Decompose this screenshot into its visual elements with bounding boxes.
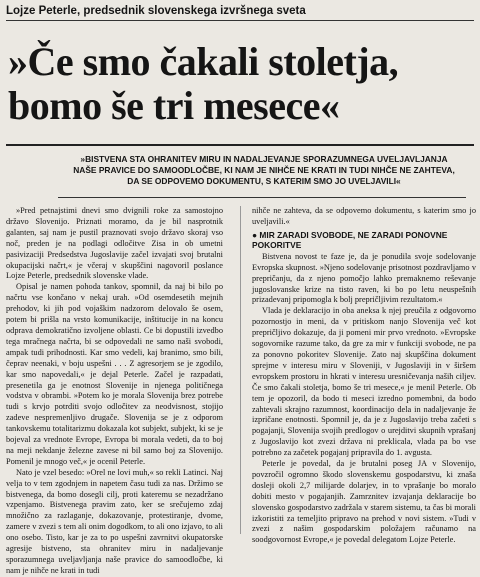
column-divider (240, 206, 241, 534)
headline-divider (6, 144, 474, 146)
section-subhead: ● MIR ZARADI SVOBODE, NE ZARADI PONOVNE POKORITVE (252, 229, 448, 251)
article-lead: »BISTVENA STA OHRANITEV MIRU IN NADALJEVANJE SPORAZUMNEGA UVELJAVLJANJA NAŠE PRAVICE DO SAMOODLOČBE, KI NAM JE NIHČE NE KRATI IN TUDI NIHČE NE ZAHTEVA, DA SE ODPOVEMO DOKUMENTU, S KATERIM SMO JO UVELJAVILI« (73, 154, 455, 186)
paragraph: nihče ne zahteva, da se odpovemo dokumentu, s katerim smo jo uveljavili.« (252, 206, 476, 226)
paragraph: Vlada je deklaracijo in oba aneksa k njej preučila z odgovorno pozornostjo in meni, da v pritiskom nanjo Slovenija več kot prepričljivo dokazuje, da ji pomeni mir prvo vrednoto. »Evropske sogovornike razume tako, da gre za mir v funkciji svobode, ne pa za ponovno pokoritev Slovenije. Zato naj skupščina dokument sprejme v interesu miru v Sloveniji, v Jugoslaviji in v širšem evropskem prostoru in hkrati v interesu uresničevanja naših ciljev. Če smo čakali stoletja, bomo še tri mesece,« je menil Peterle. Ob tem je opozoril, da bodo ti meseci izredno pomembni, da bodo zahtevali skrajno razumnost, koordinacijo dela in nadaljevanje že izpričane enotnosti. Spomnil je, da je z Jugoslavijo treba začeti s pogajanji, Slovenija svojih predlogov o urejditvi skupnih vprašanj z Jugoslavijo kot zvezi država ni preklicala, vlada pa bo vse potrebno za začetek pogajanj pripravila do 1. avgusta. (252, 306, 476, 458)
headline-line-2: bomo še tri mesece« (8, 83, 340, 128)
article-headline (8, 40, 476, 128)
right-column (252, 206, 476, 546)
paragraph: Peterle je povedal, da je brutalni poseg JA v Slovenijo, povzročil ogromno škodo slovenskemu gospodarstvu, ki znaša dosleji okoli 2,7 milijarde dolarjev, in to vprašanje bo moralo dobiti mesto v pogajanjih. Zamrznitev izvajanja deklaracije bo slovensko gospodarstvo zadržala v starem sistemu, ta čas bi morali izkoristiti za temeljito pripravo na prehod v novi sistem. »Tudi v zvezi z našim gospodarskim položajem računamo na soodgovornost Evrope,« je povedal delegatom Lojze Peterle. (252, 459, 476, 545)
lead-divider (58, 197, 466, 198)
paragraph: Nato je vzel besedo: »Orel ne lovi muh,« so rekli Latinci. Naj velja to v tem zgodnjem in napetem času tudi za nas. Držimo se bistvenega, da bomo dosegli cilj, proti kateremu se nezadržano vzpenjamo. Bistvenega pravim zato, ker se srečujemo zdaj množično za razlaganje, dokazovanje, protestiranje, dvome, zamere v zvezi s tem ali onim dogodkom, to ali ono izjavo, to ali ono osebo. Tisto, kar je za to po uspešni zavrnitvi okupatorske agresije bistveno, sta ohranitev miru in nadaljevanje sporazumnega uveljavljanja naše pravice do samoodločbe, ki nam je nihče ne krati in tudi (6, 467, 223, 575)
paragraph: »Pred petnajstimi dnevi smo dvignili roke za samostojno državo Slovenijo. Priznati moramo, da je bil nasprotnik galanten, saj nam je pustil praznovati svojo državo skoraj vso noč, preden je na podlagi odločitve Zisa in ob umetni pasivizaciji Predsedstva Jugoslavije začel izvajati svoj brutalni okupacijski načrt,« je včeraj v skupščini nagovoril poslance Lojze Peterle, predsednik slovenske vlade. (6, 206, 223, 281)
left-column (6, 206, 223, 577)
headline-line-1: »Če smo čakali stoletja, (8, 39, 399, 84)
article-kicker: Lojze Peterle, predsednik slovenskega izvršnega sveta (6, 5, 306, 17)
paragraph: Bistvena novost te faze je, da je ponudila svoje sodelovanje Evropska skupnost. »Njeno sodelovanje prisotnost pozdravljamo v prepričanju, da z njeno pomočjo lahko premaknemo reševanje jugoslovanske krize na tisto raven, ki bo po letu neuspešnih prizadevanj pripomogla k bolj prepričljivim rezultatom.« (252, 251, 476, 305)
top-divider (6, 20, 474, 21)
paragraph: Opisal je namen pohoda tankov, spomnil, da naj bi bilo po načrtu vse končano v nekaj urah. »Od osemdesetih mejnih prehodov, ki jih pod vojaškim nadzorom delovalo še osem, potem bi prišla na vrsto komunikacije, inštitucije in na koncu odprava demokratično izvoljene oblasti. Ce bi dopustili izvedbo tega mračnega načrta, bi se odpovedali ne samo naši svobodi, ampak tudi prihodnosti. Kar smo vedeli, kaj branimo, smo bili, čeprav neenaki, v boju uspešni . . . Z agresorjem se je zgodilo, kar smo napovedali,« je dejal Peterle. Začel je razpadati, presenetila ga je enotnost Slovenije in njenega političnega vodstva v obrambi. »Potem ko je morala Slovenija brez potrebe tudi s krvjo potrditi svojo odločitev za neodvisnost, stojijo zadeve nespremenljivo drugače. Slovenija se je z odporom tankovskemu totalitarizmu dokazala kot subjekt, subjekt, ki se je bojeval za vrednote Evrope, Evropa bi morala vedeti, da to boj na meji nekdanje železne zavese ni bil samo boj za Slovenijo. Pomenil je mnogo več,« je ocenil Peterle. (6, 282, 223, 466)
